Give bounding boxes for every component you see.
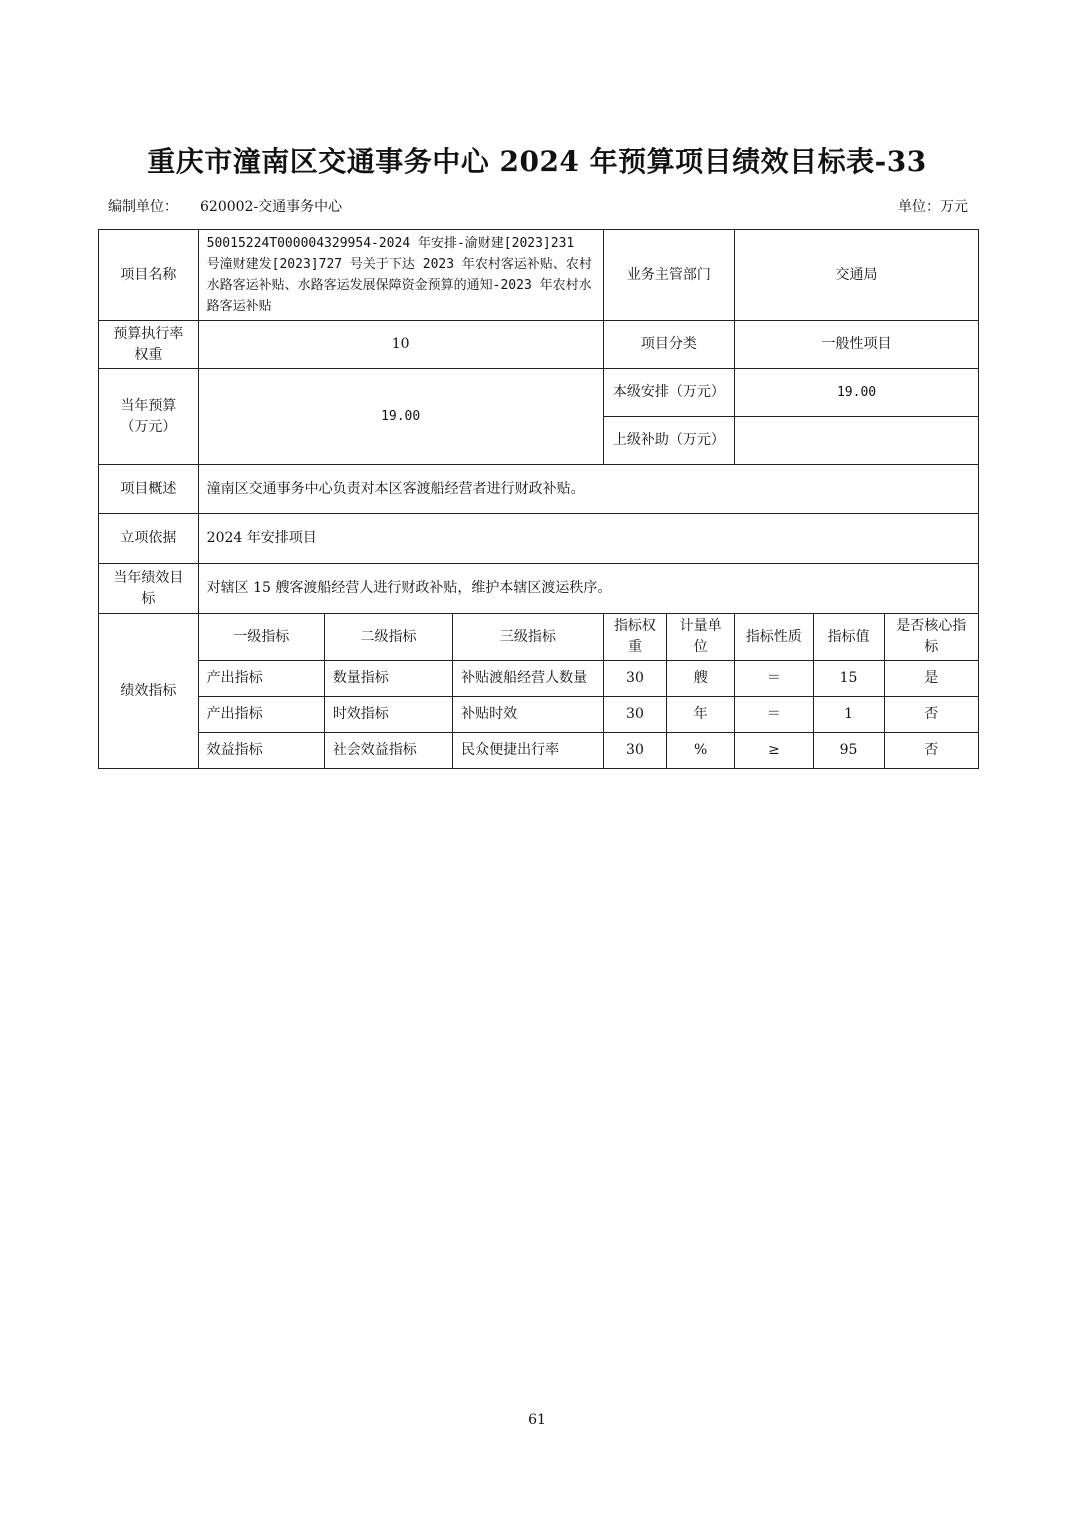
perf-header-weight: 指标权重	[603, 614, 667, 661]
category-label: 项目分类	[603, 321, 734, 369]
perf-unit: %	[667, 733, 735, 769]
perf-level1: 产出指标	[198, 661, 324, 697]
table-row	[99, 733, 979, 769]
perf-weight: 30	[603, 697, 667, 733]
dept-label: 业务主管部门	[603, 230, 734, 321]
perf-nature: ＝	[735, 661, 813, 697]
goal-row	[99, 564, 979, 614]
currency-unit: 单位：万元	[898, 199, 968, 215]
table-row	[99, 697, 979, 733]
basis-row	[99, 514, 979, 564]
page-title: 重庆市潼南区交通事务中心 2024 年预算项目绩效目标表-33	[147, 145, 927, 178]
exec-weight-value: 10	[198, 321, 603, 369]
perf-header-level2: 二级指标	[324, 614, 452, 661]
overview-value: 潼南区交通事务中心负责对本区客渡船经营者进行财政补贴。	[198, 465, 978, 514]
perf-level3: 补贴渡船经营人数量	[453, 661, 604, 697]
perf-header-row	[99, 614, 979, 661]
perf-core: 是	[884, 661, 978, 697]
perf-header-nature: 指标性质	[735, 614, 813, 661]
perf-level1: 产出指标	[198, 697, 324, 733]
dept-value: 交通局	[735, 230, 979, 321]
budget-row	[99, 369, 979, 417]
exec-weight-row	[99, 321, 979, 369]
category-value: 一般性项目	[735, 321, 979, 369]
perf-unit: 年	[667, 697, 735, 733]
compiling-unit-label: 编制单位：	[108, 199, 178, 215]
perf-level2: 社会效益指标	[324, 733, 452, 769]
goal-value: 对辖区 15 艘客渡船经营人进行财政补贴，维护本辖区渡运秩序。	[198, 564, 978, 614]
perf-value: 15	[813, 661, 884, 697]
perf-label: 绩效指标	[99, 614, 199, 769]
perf-core: 否	[884, 733, 978, 769]
upper-value	[735, 417, 979, 465]
perf-level2: 时效指标	[324, 697, 452, 733]
compiling-unit	[108, 196, 342, 216]
overview-label: 项目概述	[99, 465, 199, 514]
upper-label: 上级补助（万元）	[603, 417, 734, 465]
perf-core: 否	[884, 697, 978, 733]
page-number: 61	[528, 1412, 546, 1428]
perf-unit: 艘	[667, 661, 735, 697]
basis-value: 2024 年安排项目	[198, 514, 978, 564]
compiling-unit-value: 620002-交通事务中心	[200, 199, 343, 215]
perf-header-value: 指标值	[813, 614, 884, 661]
project-name-row	[99, 230, 979, 321]
perf-nature: ＝	[735, 697, 813, 733]
perf-value: 95	[813, 733, 884, 769]
local-value: 19.00	[735, 369, 979, 417]
local-label: 本级安排（万元）	[603, 369, 734, 417]
perf-header-unit: 计量单位	[667, 614, 735, 661]
perf-nature: ≥	[735, 733, 813, 769]
budget-label: 当年预算（万元）	[99, 369, 199, 465]
project-name-label: 项目名称	[99, 230, 199, 321]
perf-level3: 民众便捷出行率	[453, 733, 604, 769]
basis-label: 立项依据	[99, 514, 199, 564]
perf-weight: 30	[603, 661, 667, 697]
budget-value: 19.00	[198, 369, 603, 465]
performance-target-table	[98, 229, 979, 769]
goal-label: 当年绩效目标	[99, 564, 199, 614]
perf-header-level1: 一级指标	[198, 614, 324, 661]
perf-level3: 补贴时效	[453, 697, 604, 733]
perf-level2: 数量指标	[324, 661, 452, 697]
perf-weight: 30	[603, 733, 667, 769]
table-row	[99, 661, 979, 697]
perf-value: 1	[813, 697, 884, 733]
overview-row	[99, 465, 979, 514]
perf-header-level3: 三级指标	[453, 614, 604, 661]
project-name-value: 50015224T000004329954-2024 年安排-渝财建[2023]231 号潼财建发[2023]727 号关于下达 2023 年农村客运补贴、农村水路客运补贴、水路客运发展保障资金预算的通知-2023 年农村水路客运补贴	[198, 230, 603, 321]
exec-weight-label: 预算执行率权重	[99, 321, 199, 369]
perf-header-core: 是否核心指标	[884, 614, 978, 661]
perf-level1: 效益指标	[198, 733, 324, 769]
